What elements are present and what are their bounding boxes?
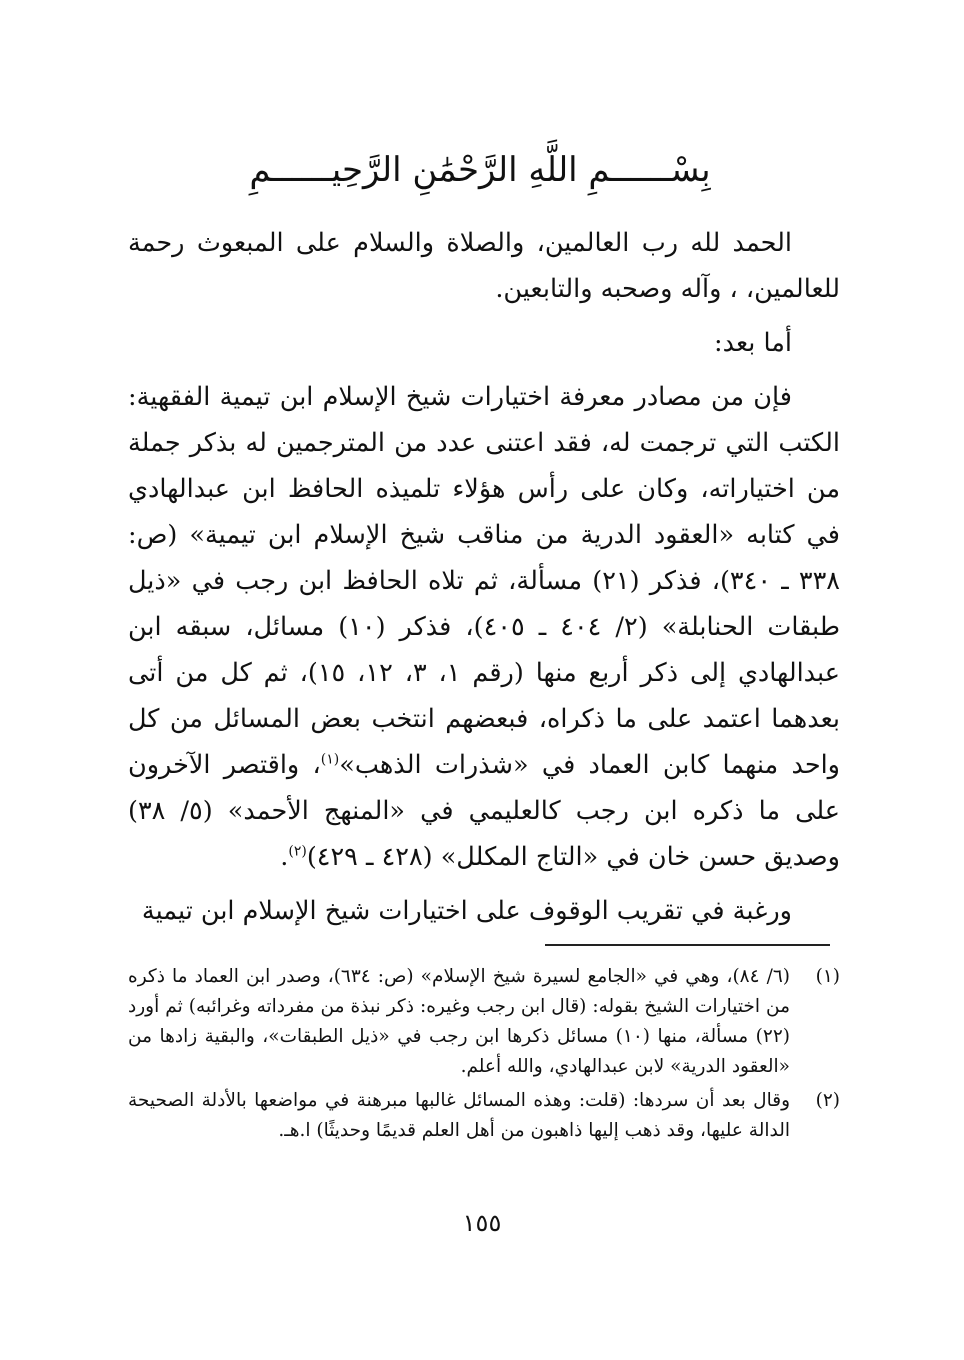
basmala-heading: بِسْــــــمِ اللَّهِ الرَّحْمَٰنِ الرَّحِيــــــمِ — [249, 150, 711, 190]
footnote-separator — [545, 944, 830, 946]
sources-text-part-1: فإن من مصادر معرفة اختيارات شيخ الإسلام ابن تيمية الفقهية: الكتب التي ترجمت له، فقد اعتنى عدد من المترجمين له بذكر جملة من اختياراته، وكان على رأس هؤلاء تلميذه الحافظ ابن عبدالهادي في كتابه «العقود الدرية من مناقب شيخ الإسلام ابن تيمية» (ص: ٣٣٨ ـ ٣٤٠)، فذكر (٢١) مسألة، ثم تلاه الحافظ ابن رجب في «ذيل طبقات الحنابلة» (٢/ ٤٠٤ ـ ٤٠٥)، فذكر (١٠) مسائل، سبقه ابن عبدالهادي إلى ذكر أربع منها (رقم ١، ٣، ١٢، ١٥)، ثم كل من أتى بعدهما اعتمد على ما ذكراه، فبعضهم انتخب بعض المسائل من كل واحد منهما كابن العماد في «شذرات الذهب» — [128, 382, 841, 780]
footnote-2-text: وقال بعد أن سردها: (قلت: وهذه المسائل غالبها مبرهنة في مواضعها بالأدلة الصحيحة الدالة عليها، وقد ذهب إليها ذاهبون من أهل العلم قديمًا وحديثًا) ا.هـ. — [128, 1090, 790, 1141]
main-text — [128, 220, 840, 934]
sources-text-part-3: . — [280, 842, 289, 872]
footnote-marker-1: (١) — [320, 751, 340, 768]
amma-bad-paragraph: أما بعد: — [714, 328, 792, 358]
footnote-1 — [128, 962, 840, 1082]
footnote-1-text: (٦/ ٨٤)، وهي في «الجامع لسيرة شيخ الإسلام» (ص: ٦٣٤)، وصدر ابن العماد ما ذكره من اختيارات الشيخ بقوله: (قال ابن رجب وغيره: ذكر نبذة من مفرداته وغرائبه) ثم أورد (٢٢) مسألة، منها (١٠) مسائل ذكرها ابن رجب في «ذيل الطبقات»، والبقية زادها من «العقود الدرية» لابن عبدالهادي، والله أعلم. — [128, 966, 790, 1077]
sources-text-part-2: ، واقتصر الآخرون على ما ذكره ابن رجب كالعليمي في «المنهج الأحمد» (٥/ ٣٨) وصديق حسن خان في «التاج المكلل» (٤٢٨ ـ ٤٢٩) — [128, 750, 840, 872]
footnote-1-number: (١) — [815, 966, 840, 987]
opening-paragraph: الحمد لله رب العالمين، والصلاة والسلام على المبعوث رحمة للعالمين، ، وآله وصحبه والتابعين. — [128, 228, 840, 304]
sources-paragraph — [128, 374, 840, 880]
page-number: ١٥٥ — [462, 1209, 502, 1237]
footnote-2 — [128, 1086, 840, 1146]
footnote-2-number: (٢) — [815, 1090, 840, 1111]
footnotes-section — [128, 962, 840, 1150]
closing-paragraph: ورغبة في تقريب الوقوف على اختيارات شيخ الإسلام ابن تيمية — [141, 896, 792, 926]
footnote-marker-2: (٢) — [288, 843, 307, 860]
